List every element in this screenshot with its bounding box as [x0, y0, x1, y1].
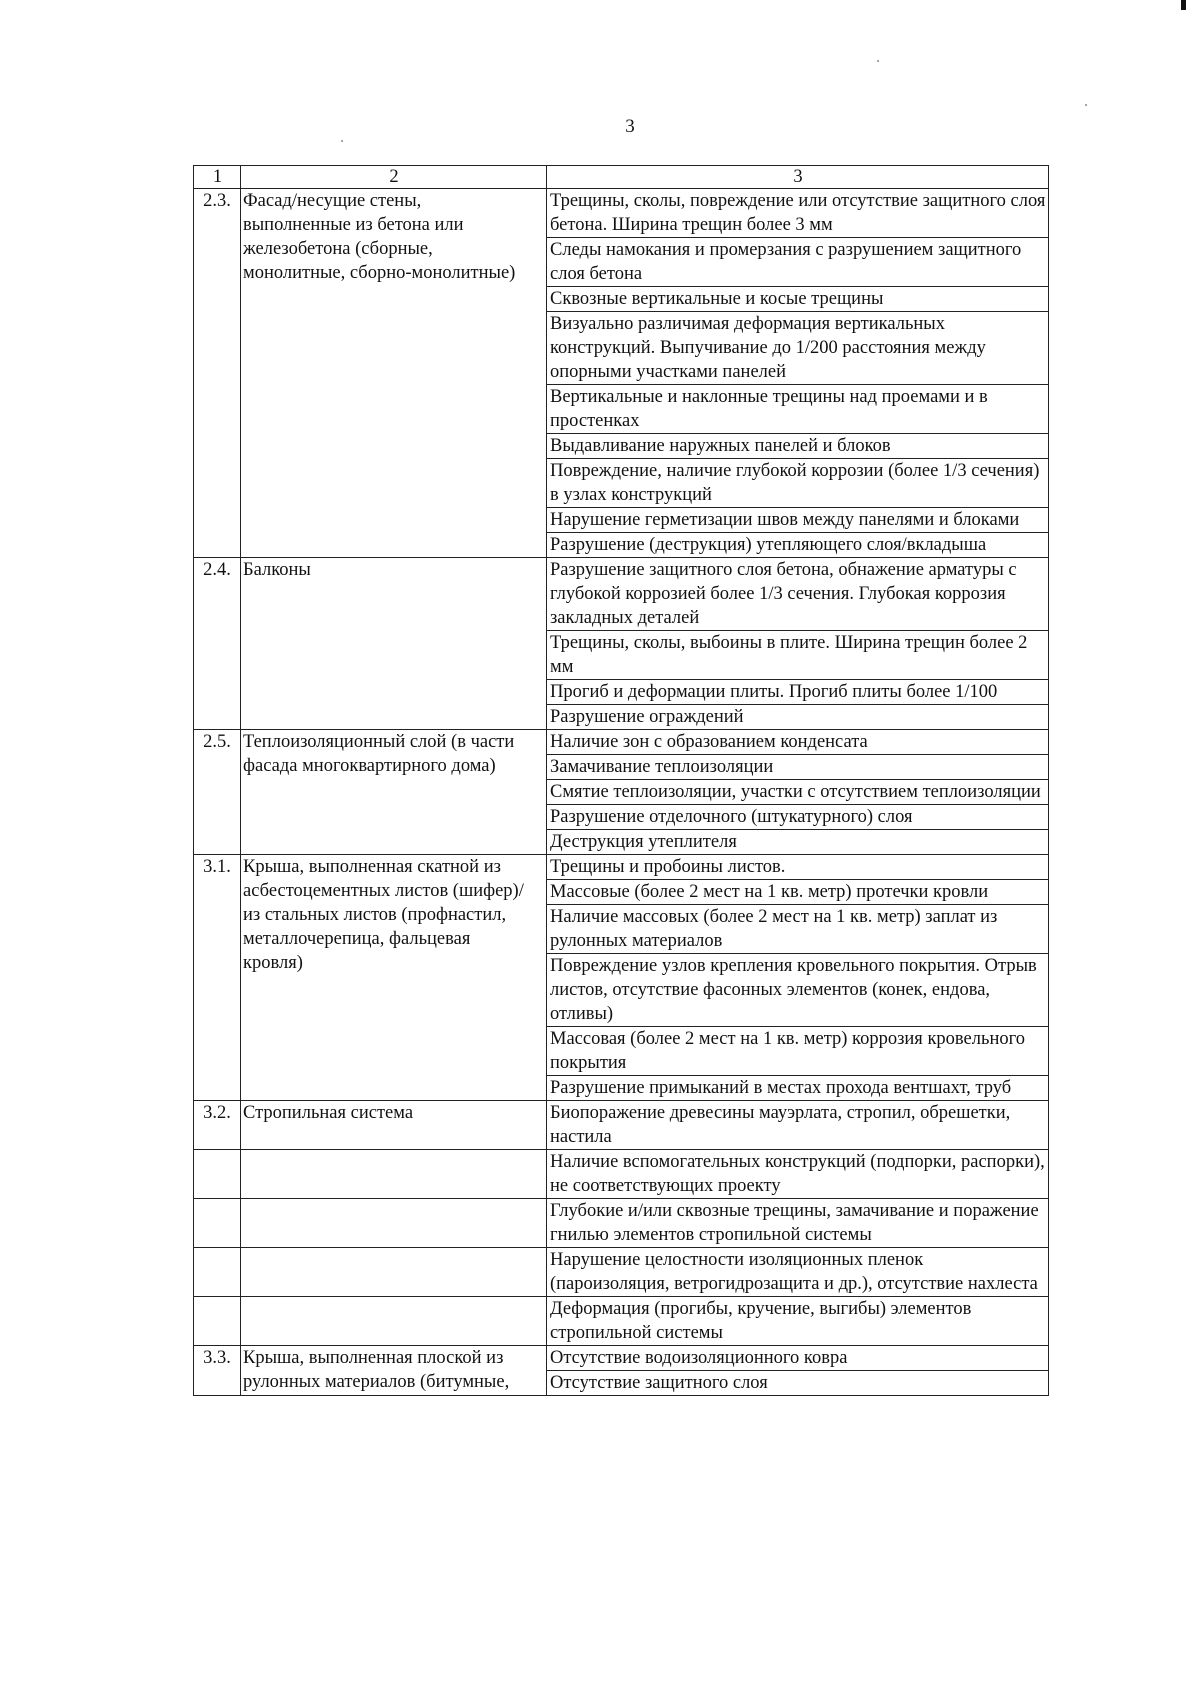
- structure-name-cell: [241, 855, 547, 1101]
- defect-cell: Наличие массовых (более 2 мест на 1 кв. метр) заплат из рулонных материалов: [547, 905, 1049, 954]
- structure-name-text: Стропильная система: [243, 1103, 414, 1123]
- defect-cell: Массовая (более 2 мест на 1 кв. метр) коррозия кровельного покрытия: [547, 1027, 1049, 1076]
- item-number-cell: [194, 1199, 241, 1248]
- structure-name-text: Теплоизоляционный слой (в части фасада многоквартирного дома): [243, 732, 515, 776]
- defect-cell: Вертикальные и наклонные трещины над проемами и в простенках: [547, 385, 1049, 434]
- structure-name-cell: [241, 1346, 547, 1396]
- table-row: [194, 855, 1049, 880]
- defect-cell: Визуально различимая деформация вертикальных конструкций. Выпучивание до 1/200 расстояния между опорными участками панелей: [547, 312, 1049, 385]
- defect-cell: Выдавливание наружных панелей и блоков: [547, 434, 1049, 459]
- defect-cell: Деформация (прогибы, кручение, выгибы) элементов стропильной системы: [547, 1297, 1049, 1346]
- defect-cell: Деструкция утеплителя: [547, 830, 1049, 855]
- table-row: [194, 1199, 1049, 1248]
- table-row: [194, 1150, 1049, 1199]
- structure-name-cell: [241, 1297, 547, 1346]
- defect-cell: Отсутствие защитного слоя: [547, 1371, 1049, 1396]
- header-col-2: 2: [241, 166, 547, 189]
- defect-cell: Наличие вспомогательных конструкций (подпорки, распорки), не соответствующих проекту: [547, 1150, 1049, 1199]
- defect-cell: Разрушение примыканий в местах прохода вентшахт, труб: [547, 1076, 1049, 1101]
- item-number-cell: [194, 1297, 241, 1346]
- defects-table: [193, 165, 1049, 1396]
- page-number: 3: [625, 116, 635, 137]
- item-number-cell: 2.3.: [194, 189, 241, 558]
- defect-cell: Отсутствие водоизоляционного ковра: [547, 1346, 1049, 1371]
- table-row: [194, 1346, 1049, 1371]
- structure-name-cell: [241, 189, 547, 558]
- scan-edge-mark: [1181, 0, 1186, 10]
- defect-cell: Трещины, сколы, повреждение или отсутствие защитного слоя бетона. Ширина трещин более 3 мм: [547, 189, 1049, 238]
- header-col-3: 3: [547, 166, 1049, 189]
- structure-name-cell: [241, 730, 547, 855]
- defect-cell: Трещины, сколы, выбоины в плите. Ширина трещин более 2 мм: [547, 631, 1049, 680]
- structure-name-text: Крыша, выполненная плоской из рулонных материалов (битумные,: [243, 1348, 510, 1392]
- scan-speck: [341, 140, 343, 142]
- table-row: [194, 189, 1049, 238]
- defect-cell: Сквозные вертикальные и косые трещины: [547, 287, 1049, 312]
- table-row: [194, 730, 1049, 755]
- defect-cell: Замачивание теплоизоляции: [547, 755, 1049, 780]
- table-row: [194, 1297, 1049, 1346]
- defect-cell: Разрушение ограждений: [547, 705, 1049, 730]
- table-body: [194, 189, 1049, 1396]
- structure-name-cell: [241, 1150, 547, 1199]
- header-col-1: 1: [194, 166, 241, 189]
- defect-cell: Повреждение, наличие глубокой коррозии (более 1/3 сечения) в узлах конструкций: [547, 459, 1049, 508]
- structure-name-text: Фасад/несущие стены, выполненные из бетона или железобетона (сборные, монолитные, сборно-монолитные): [243, 191, 516, 283]
- structure-name-cell: [241, 1101, 547, 1150]
- item-number-cell: [194, 1248, 241, 1297]
- table-row: [194, 1248, 1049, 1297]
- table-row: [194, 1101, 1049, 1150]
- table-header-row: [194, 166, 1049, 189]
- defect-cell: Наличие зон с образованием конденсата: [547, 730, 1049, 755]
- structure-name-text: Крыша, выполненная скатной из асбестоцементных листов (шифер)/из стальных листов (профнастил, металлочерепица, фальцевая кровля): [243, 857, 524, 973]
- item-number-cell: 2.5.: [194, 730, 241, 855]
- defect-cell: Прогиб и деформации плиты. Прогиб плиты более 1/100: [547, 680, 1049, 705]
- defect-cell: Биопоражение древесины мауэрлата, стропил, обрешетки, настила: [547, 1101, 1049, 1150]
- structure-name-text: Балконы: [243, 560, 311, 580]
- structure-name-cell: [241, 1248, 547, 1297]
- defect-cell: Следы намокания и промерзания с разрушением защитного слоя бетона: [547, 238, 1049, 287]
- defect-cell: Глубокие и/или сквозные трещины, замачивание и поражение гнилью элементов стропильной системы: [547, 1199, 1049, 1248]
- defect-cell: Разрушение защитного слоя бетона, обнажение арматуры с глубокой коррозией более 1/3 сечения. Глубокая коррозия закладных деталей: [547, 558, 1049, 631]
- item-number-cell: 3.2.: [194, 1101, 241, 1150]
- defect-cell: Нарушение герметизации швов между панелями и блоками: [547, 508, 1049, 533]
- defect-cell: Разрушение (деструкция) утепляющего слоя/вкладыша: [547, 533, 1049, 558]
- item-number-cell: 3.1.: [194, 855, 241, 1101]
- defect-cell: Разрушение отделочного (штукатурного) слоя: [547, 805, 1049, 830]
- item-number-cell: [194, 1150, 241, 1199]
- defect-cell: Смятие теплоизоляции, участки с отсутствием теплоизоляции: [547, 780, 1049, 805]
- structure-name-cell: [241, 1199, 547, 1248]
- table-row: [194, 558, 1049, 631]
- item-number-cell: 2.4.: [194, 558, 241, 730]
- scan-speck: [877, 60, 879, 62]
- defect-cell: Нарушение целостности изоляционных пленок (пароизоляция, ветрогидрозащита и др.), отсутствие нахлеста: [547, 1248, 1049, 1297]
- scan-speck: [1085, 104, 1087, 106]
- defect-cell: Повреждение узлов крепления кровельного покрытия. Отрыв листов, отсутствие фасонных элементов (конек, ендова, отливы): [547, 954, 1049, 1027]
- structure-name-cell: [241, 558, 547, 730]
- item-number-cell: 3.3.: [194, 1346, 241, 1396]
- defect-cell: Массовые (более 2 мест на 1 кв. метр) протечки кровли: [547, 880, 1049, 905]
- defect-cell: Трещины и пробоины листов.: [547, 855, 1049, 880]
